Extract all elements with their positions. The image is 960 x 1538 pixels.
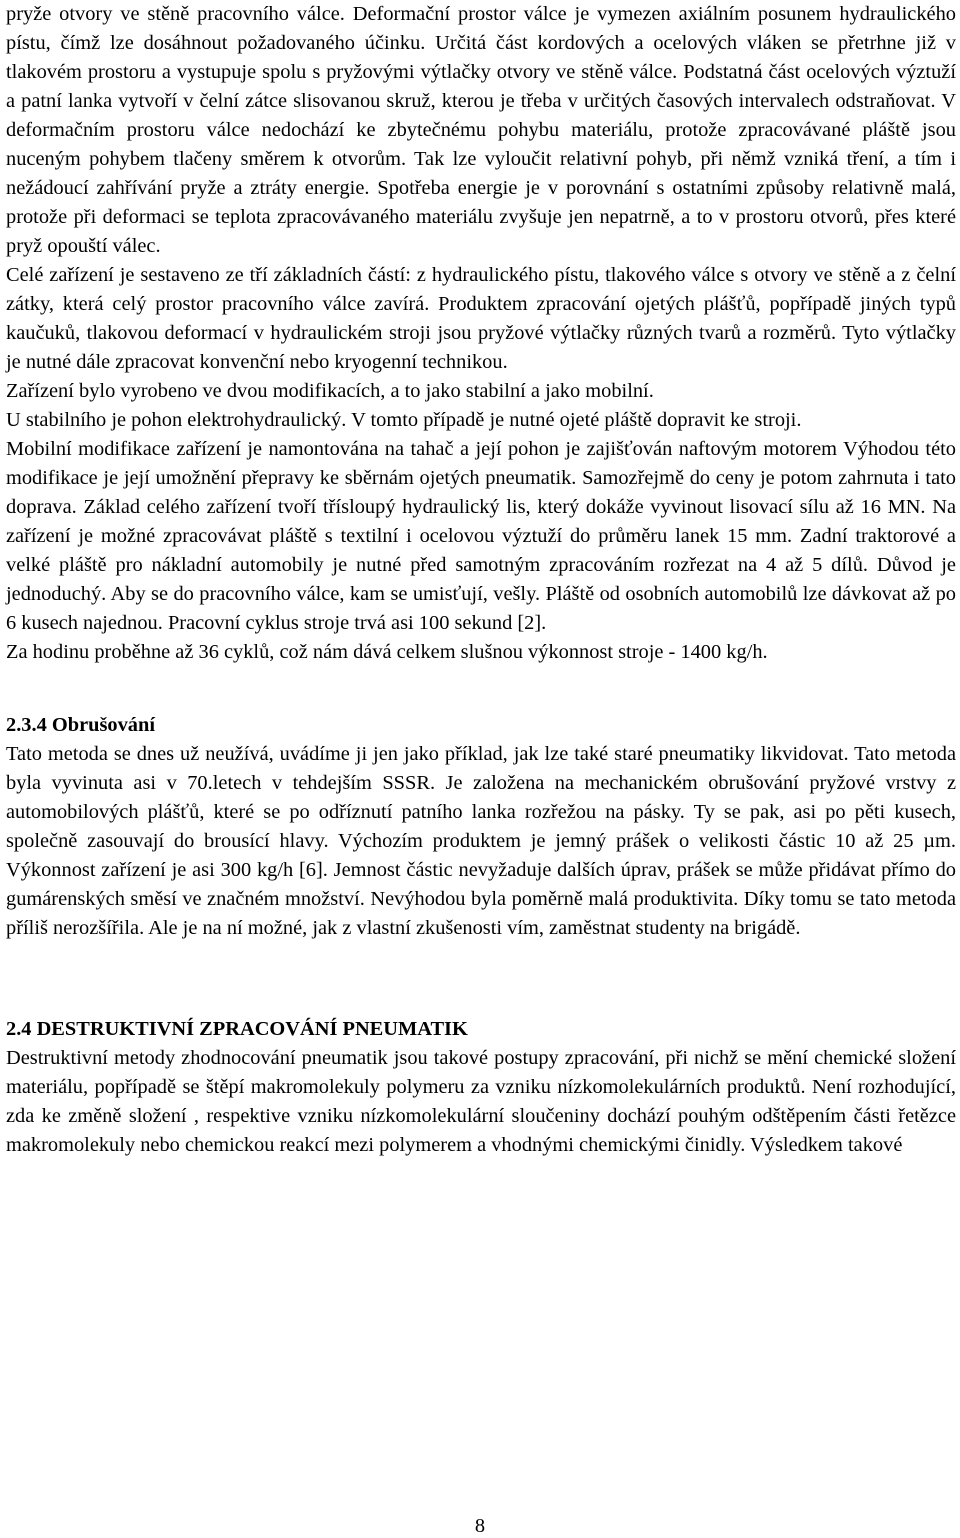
document-page: [6, 0, 956, 1160]
paragraph-cycles: Za hodinu proběhne až 36 cyklů, což nám dává celkem slušnou výkonnost stroje - 1400 kg/h.: [6, 641, 768, 663]
page-number: 8: [474, 1515, 486, 1537]
paragraph-destructive: Destruktivní metody zhodnocování pneumatik jsou takové postupy zpracování, při nichž se mění chemické složení materiálu, popřípadě se štěpí makromolekuly polymeru za vzniku nízkomolekulárních produktů. Není rozhodující, zda ke změně složení , respektive vzniku nízkomolekulární sloučeniny dochází pouhým odštěpením části řetězce makromolekuly nebo chemickou reakcí mezi polymerem a vhodnými chemickými činidly. Výsledkem takové: [6, 1047, 956, 1156]
section-spacer: [6, 943, 956, 1015]
paragraph-mobile: Mobilní modifikace zařízení je namontována na tahač a její pohon je zajišťován naftovým motorem Výhodou této modifikace je její umožnění přepravy ke sběrnám ojetých pneumatik. Samozřejmě do ceny je potom zahrnuta i tato doprava. Základ celého zařízení tvoří třísloupý hydraulický lis, který dokáže vyvinout lisovací sílu až 16 MN. Na zařízení je možné zpracovávat pláště s textilní i ocelovou výztuží do průměru lanek 15 mm. Zadní traktorové a velké pláště pro nákladní automobily je nutné před samotným zpracováním rozřezat na 4 až 5 dílů. Důvod je jednoduchý. Aby se do pracovního válce, kam se umisťují, vešly. Pláště od osobních automobilů lze dávkovat až po 6 kusech najednou. Pracovní cyklus stroje trvá asi 100 sekund [2].: [6, 438, 956, 634]
paragraph-device-parts: Celé zařízení je sestaveno ze tří základních částí: z hydraulického pístu, tlakového válce s otvory ve stěně a z čelní zátky, která celý prostor pracovního válce zavírá. Produktem zpracování ojetých plášťů, popřípadě jiných typů kaučuků, tlakovou deformací v hydraulickém stroji jsou pryžové výtlačky různých tvarů a rozměrů. Tyto výtlačky je nutné dále zpracovat konvenční nebo kryogenní technikou.: [6, 264, 956, 373]
section-heading-2-4: 2.4 DESTRUKTIVNÍ ZPRACOVÁNÍ PNEUMATIK: [6, 1018, 468, 1040]
section-spacer: [6, 667, 956, 711]
section-heading-2-3-4: 2.3.4 Obrušování: [6, 714, 155, 736]
paragraph-stable: U stabilního je pohon elektrohydraulický. V tomto případě je nutné ojeté pláště dopravit ke stroji.: [6, 409, 802, 431]
paragraph-grinding: Tato metoda se dnes už neužívá, uvádíme ji jen jako příklad, jak lze také staré pneumatiky likvidovat. Tato metoda byla vyvinuta asi v 70.letech v tehdejším SSSR. Je založena na mechanickém obrušování pryžové vrstvy z automobilových plášťů, které se po odříznutí patního lanka rozřežou na pásky. Ty se pak, asi po pěti kusech, společně zasouvají do brousící hlavy. Výchozím produktem je jemný prášek o velikosti částic 10 až 25 µm. Výkonnost zařízení je asi 300 kg/h [6]. Jemnost částic nevyžaduje dalších úprav, prášek se může přidávat přímo do gumárenských směsí ve značném množství. Nevýhodou byla poměrně malá produktivita. Díky tomu se tato metoda příliš nerozšířila. Ale je na ní možné, jak z vlastní zkušenosti vím, zaměstnat studenty na brigádě.: [6, 743, 956, 939]
paragraph-continuation: pryže otvory ve stěně pracovního válce. Deformační prostor válce je vymezen axiálním posunem hydraulického pístu, čímž lze dosáhnout požadovaného účinku. Určitá část kordových a ocelových vláken se přetrhne již v tlakovém prostoru a vystupuje spolu s pryžovými výtlačky otvory ve stěně válce. Podstatná část ocelových výztuží a patní lanka vytvoří v čelní zátce slisovanou skruž, kterou je třeba v určitých časových intervalech odstraňovat. V deformačním prostoru válce nedochází ke zbytečnému pohybu materiálu, protože zpracovávané pláště jsou nuceným pohybem tlačeny směrem k otvorům. Tak lze vyloučit relativní pohyb, při němž vzniká tření, a tím i nežádoucí zahřívání pryže a ztráty energie. Spotřeba energie je v porovnání s ostatními způsoby relativně malá, protože při deformaci se teplota zpracovávaného materiálu zvyšuje jen nepatrně, a to v prostoru otvorů, přes které pryž opouští válec.: [6, 3, 956, 257]
paragraph-modifications: Zařízení bylo vyrobeno ve dvou modifikacích, a to jako stabilní a jako mobilní.: [6, 380, 654, 402]
